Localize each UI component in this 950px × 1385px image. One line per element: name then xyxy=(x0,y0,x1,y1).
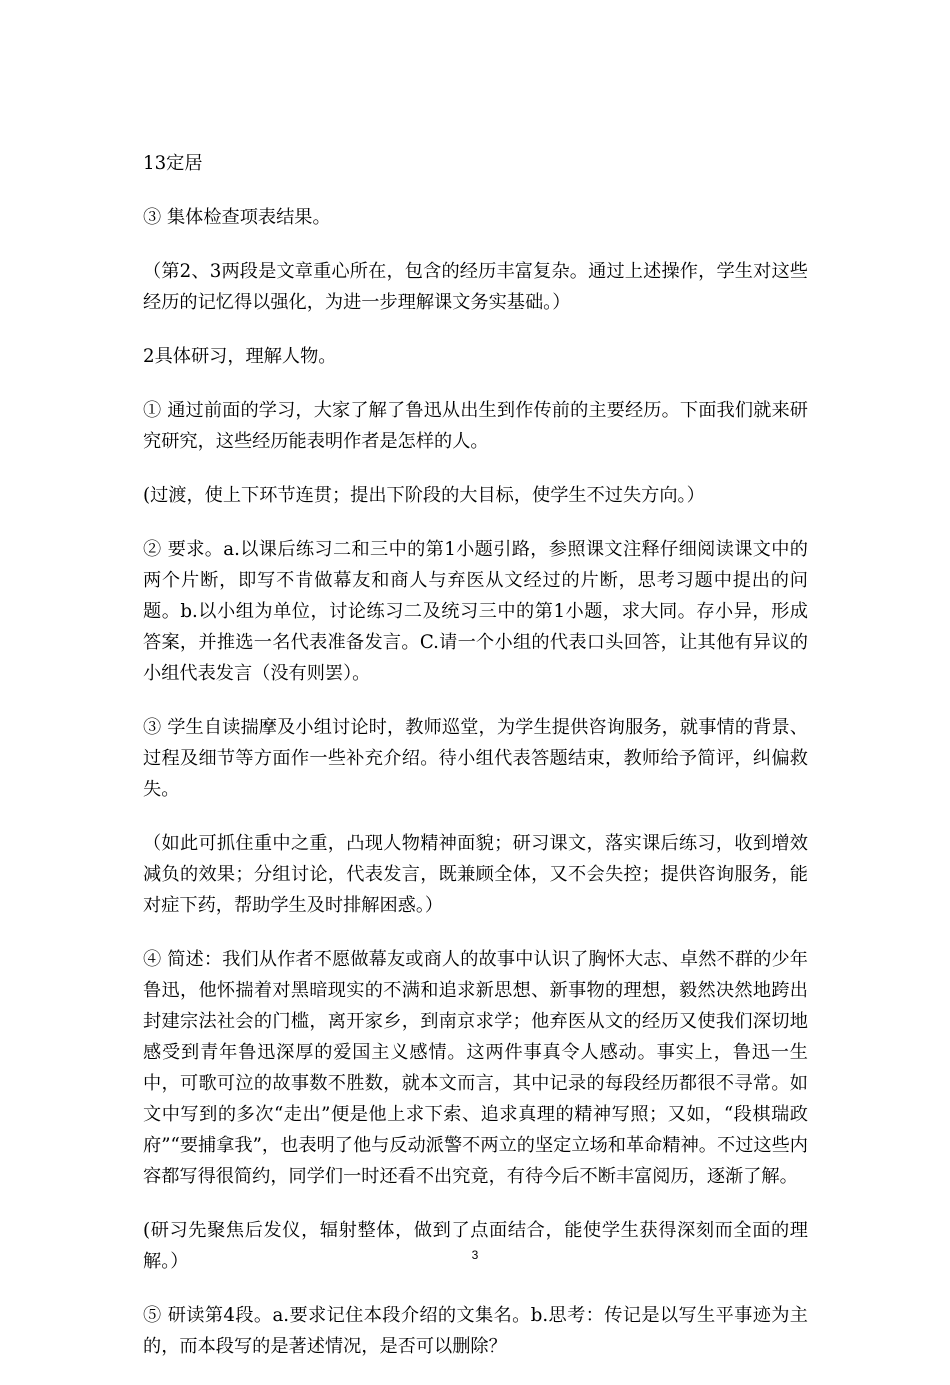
note-transition: (过渡，使上下环节连贯；提出下阶段的大目标，使学生不过失方向。） xyxy=(143,485,705,506)
step-summary: ④ 简述：我们从作者不愿做幕友或商人的故事中认识了胸怀大志、卓然不群的少年鲁迅，他怀揣着对黑暗现实的不满和追求新思想、新事物的理想，毅然决然地跨出封建宗法社会的门槛，离开家乡，到南京求学；他弃医从文的经历又使我们深切地感受到青年鲁迅深厚的爱国主义感情。这两件事真令人感动。事实上，鲁迅一生中，可歌可泣的故事数不胜数，就本文而言，其中记录的每段经历都很不寻常。如文中写到的多次“走出”便是他上求下索、追求真理的精神写照；又如，“段棋瑞政府”“要捕拿我”，也表明了他与反动派警不两立的坚定立场和革命精神。不过这些内容都写得很简约，同学们一时还看不出究竟，有待今后不断丰富阅历，逐渐了解。 xyxy=(143,949,808,1187)
section-heading-study: 2具体研习，理解人物。 xyxy=(143,346,337,367)
note-paragraph-focus: （第2、3两段是文章重心所在，包含的经历丰富复杂。通过上述操作，学生对这些经历的记忆得以强化，为进一步理解课文务实基础。） xyxy=(143,261,808,313)
page-number: 3 xyxy=(471,1248,479,1262)
section-number-heading: 13定居 xyxy=(143,153,203,174)
step-requirements: ② 要求。a.以课后练习二和三中的第1小题引路，参照课文注释仔细阅读课文中的两个片断，即写不肯做幕友和商人与弃医从文经过的片断，思考习题中提出的问题。b.以小组为单位，讨论练习二及统习三中的第1小题，求大同。存小异，形成答案，并推选一名代表准备发言。C.请一个小组的代表口头回答，让其他有异议的小组代表发言（没有则罢）。 xyxy=(143,539,808,684)
document-body xyxy=(143,148,808,1385)
step-collective-check: ③ 集体检查项表结果。 xyxy=(143,207,331,228)
step-read-paragraph-4: ⑤ 研读第4段。a.要求记住本段介绍的文集名。b.思考：传记是以写生平事迹为主的，而本段写的是著述情况，是否可以删除？ xyxy=(143,1305,808,1357)
step-self-reading: ③ 学生自读揣摩及小组讨论时，教师巡堂，为学生提供咨询服务，就事情的背景、过程及细节等方面作一些补充介绍。待小组代表答题结束，教师给予简评，纠偏救失。 xyxy=(143,717,808,800)
note-key-focus: （如此可抓住重中之重，凸现人物精神面貌；研习课文，落实课后练习，收到增效减负的效果；分组讨论，代表发言，既兼顾全体，又不会失控；提供咨询服务，能对症下药，帮助学生及时排解困惑。） xyxy=(143,833,808,916)
step-review-experiences: ① 通过前面的学习，大家了解了鲁迅从出生到作传前的主要经历。下面我们就来研究研究，这些经历能表明作者是怎样的人。 xyxy=(143,400,808,452)
note-focus-radiate: (研习先聚焦后发仪，辐射整体，做到了点面结合，能使学生获得深刻而全面的理解。） xyxy=(143,1220,808,1272)
